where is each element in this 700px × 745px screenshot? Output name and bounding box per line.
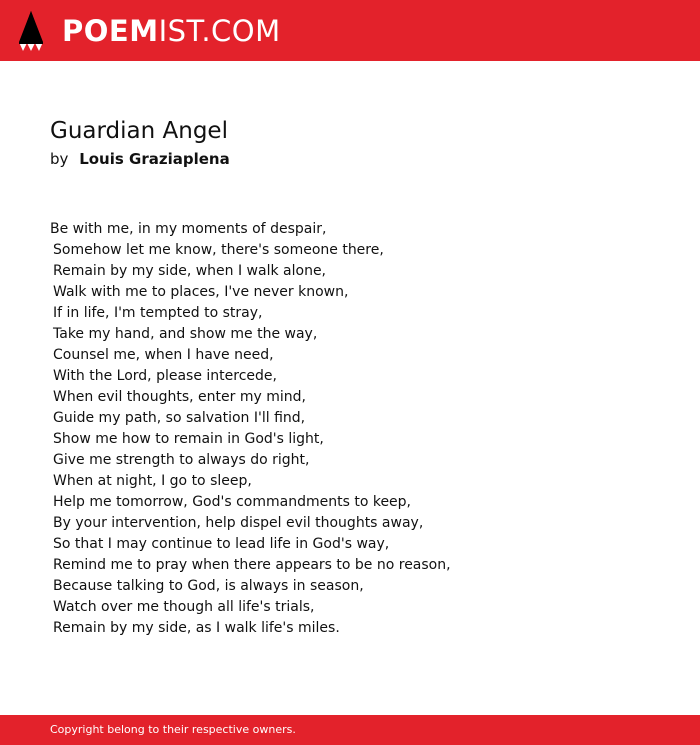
poem-line: Because talking to God, is always in season, [53, 578, 364, 594]
poem-line: Counsel me, when I have need, [53, 347, 274, 363]
poem-line: Be with me, in my moments of despair, [50, 221, 327, 237]
author-name: Louis Graziaplena [79, 150, 230, 168]
byline [50, 148, 230, 170]
poem-line: Remain by my side, as I walk life's miles. [53, 620, 340, 636]
poem-line: Walk with me to places, I've never known, [53, 284, 349, 300]
poem-line: If in life, I'm tempted to stray, [53, 305, 263, 321]
poem-line: Help me tomorrow, God's commandments to keep, [53, 494, 412, 510]
poem-body [50, 219, 670, 639]
poem-line: Watch over me though all life's trials, [53, 599, 315, 615]
site-footer [0, 715, 700, 745]
site-header [0, 0, 700, 61]
poem-line: Show me how to remain in God's light, [53, 431, 324, 447]
poem-line: With the Lord, please intercede, [53, 368, 277, 384]
poem-line: When at night, I go to sleep, [53, 473, 252, 489]
poem-line: Somehow let me know, there's someone there, [53, 242, 384, 258]
poem-title: Guardian Angel [50, 118, 228, 144]
poem-line: When evil thoughts, enter my mind, [53, 389, 306, 405]
logo-bold-text: POEM [62, 14, 159, 48]
poem-line: By your intervention, help dispel evil thoughts away, [53, 515, 424, 531]
poem-line: Remind me to pray when there appears to be no reason, [53, 557, 451, 573]
copyright-text: Copyright belong to their respective owners. [50, 723, 296, 736]
poem-line: So that I may continue to lead life in God's way, [53, 536, 390, 552]
pencil-tip-icon [18, 10, 44, 52]
poem-line: Give me strength to always do right, [53, 452, 310, 468]
poem-line: Guide my path, so salvation I'll find, [53, 410, 306, 426]
poem-line: Take my hand, and show me the way, [53, 326, 318, 342]
poem-line: Remain by my side, when I walk alone, [53, 263, 327, 279]
logo-light-text: IST.COM [158, 14, 281, 48]
by-label: by [50, 150, 69, 168]
site-logo[interactable] [62, 12, 281, 50]
